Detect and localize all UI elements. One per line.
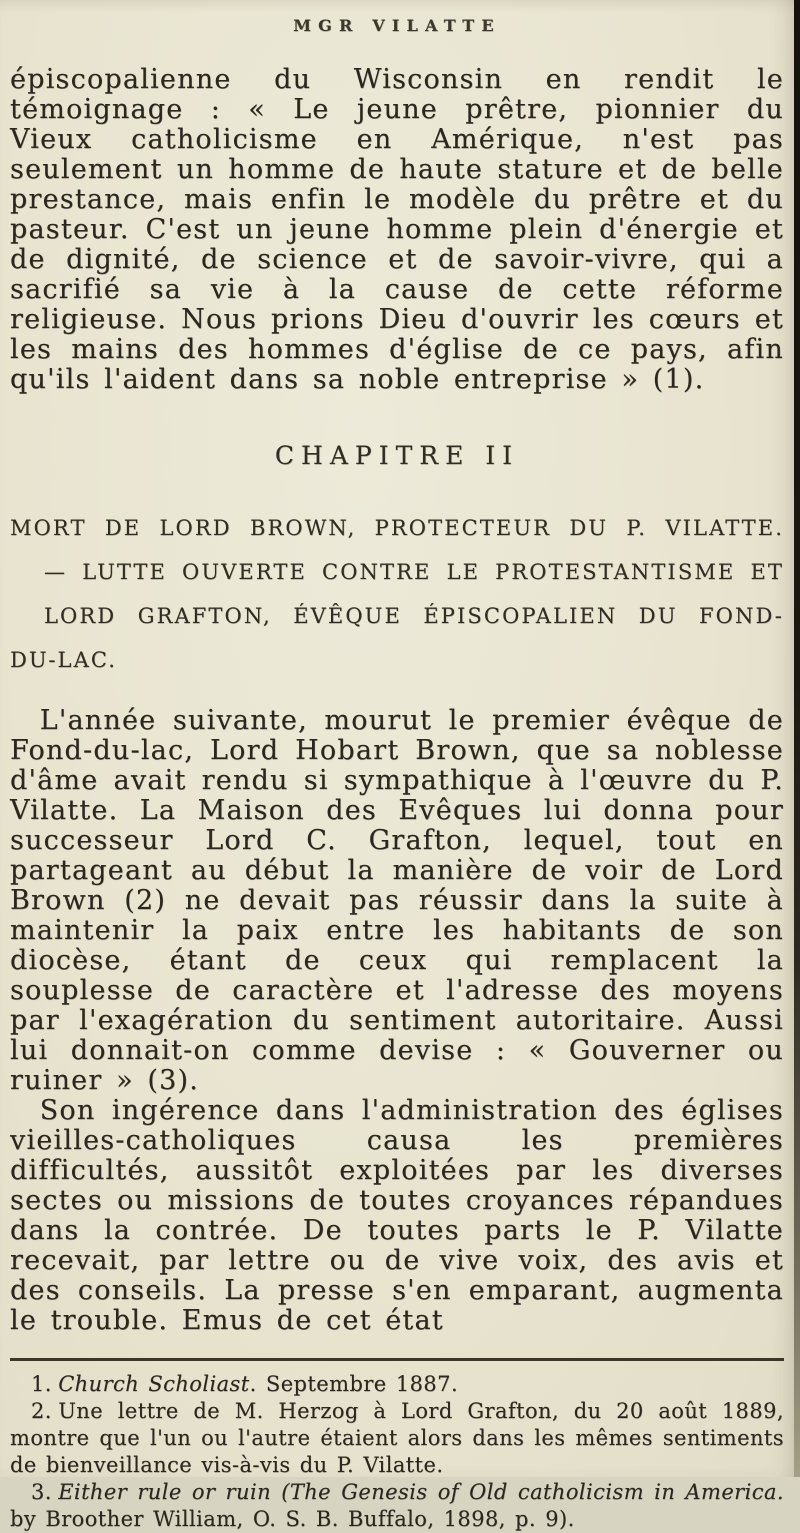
paragraph-brown-death: L'année suivante, mourut le premier évêque de Fond-du-lac, Lord Hobart Brown, que sa noblesse d'âme avait rendu si sympathique à l'œuvre du P. Vilatte. La Maison des Evêques lui donna pour successeur Lord C. Grafton, lequel, tout en partageant au début la manière de voir de Lord Brown (2) ne devait pas réussir dans la suite à maintenir la paix entre les habitants de son diocèse, étant de ceux qui remplacent la souplesse de caractère et l'adresse des moyens par l'exagération du sentiment autoritaire. Aussi lui donnait-on comme devise : « Gouverner ou ruiner » (3). <box>10 705 784 1096</box>
footnote-2 <box>10 1398 784 1479</box>
footnote-2-number: 2. <box>31 1399 52 1423</box>
chapter-summary-line-4: DU-LAC. <box>10 648 118 672</box>
footnote-divider <box>10 1358 784 1361</box>
chapter-summary-line-3: LORD GRAFTON, ÉVÊQUE ÉPISCOPALIEN DU FOND- <box>44 604 784 628</box>
footnote-3 <box>10 1479 784 1533</box>
running-head: MGR VILATTE <box>293 16 501 35</box>
footnote-3-text: by Broother William, O. S. B. Buffalo, 1898, p. 9). <box>10 1507 575 1531</box>
footnote-1 <box>10 1371 784 1398</box>
footnote-1-text: . Septembre 1887. <box>249 1372 459 1396</box>
footnote-3-number: 3. <box>31 1480 52 1504</box>
paragraph-testimony-quote: épiscopalienne du Wisconsin en rendit le témoignage : « Le jeune prêtre, pionnier du Vieux catholicisme en Amérique, n'est pas seulement un homme de haute stature et de belle prestance, mais enfin le modèle du prêtre et du pasteur. C'est un jeune homme plein d'énergie et de dignité, de science et de savoir-vivre, qui a sacrifié sa vie à la cause de cette réforme religieuse. Nous prions Dieu d'ouvrir les cœurs et les mains des hommes d'église de ce pays, afin qu'ils l'aident dans sa noble entreprise » (1). <box>10 64 784 395</box>
footnote-3-title: Either rule or ruin (The Genesis of Old catholicism in America. <box>58 1480 784 1504</box>
footnote-1-title: Church Scholiast <box>58 1372 250 1396</box>
footnotes <box>10 1371 784 1533</box>
chapter-title: CHAPITRE II <box>274 441 520 470</box>
chapter-summary <box>10 506 784 682</box>
chapter-summary-line-1: MORT DE LORD BROWN, PROTECTEUR DU P. VILATTE. <box>10 516 784 540</box>
scan-edge-shadow <box>794 0 800 1477</box>
footnote-2-text: Une lettre de M. Herzog à Lord Grafton, du 20 août 1889, montre que l'un ou l'autre étaient alors dans les mêmes sentiments de bienveillance vis-à-vis du P. Vilatte. <box>10 1399 784 1477</box>
footnote-1-number: 1. <box>31 1372 52 1396</box>
paragraph-church-interference: Son ingérence dans l'administration des églises vieilles-catholiques causa les premières difficultés, aussitôt exploitées par les diverses sectes ou missions de toutes croyances répandues dans la contrée. De toutes parts le P. Vilatte recevait, par lettre ou de vive voix, des avis et des conseils. La presse s'en emparant, augmenta le trouble. Emus de cet état <box>10 1095 784 1336</box>
chapter-summary-line-2: — LUTTE OUVERTE CONTRE LE PROTESTANTISME ET <box>44 560 784 584</box>
